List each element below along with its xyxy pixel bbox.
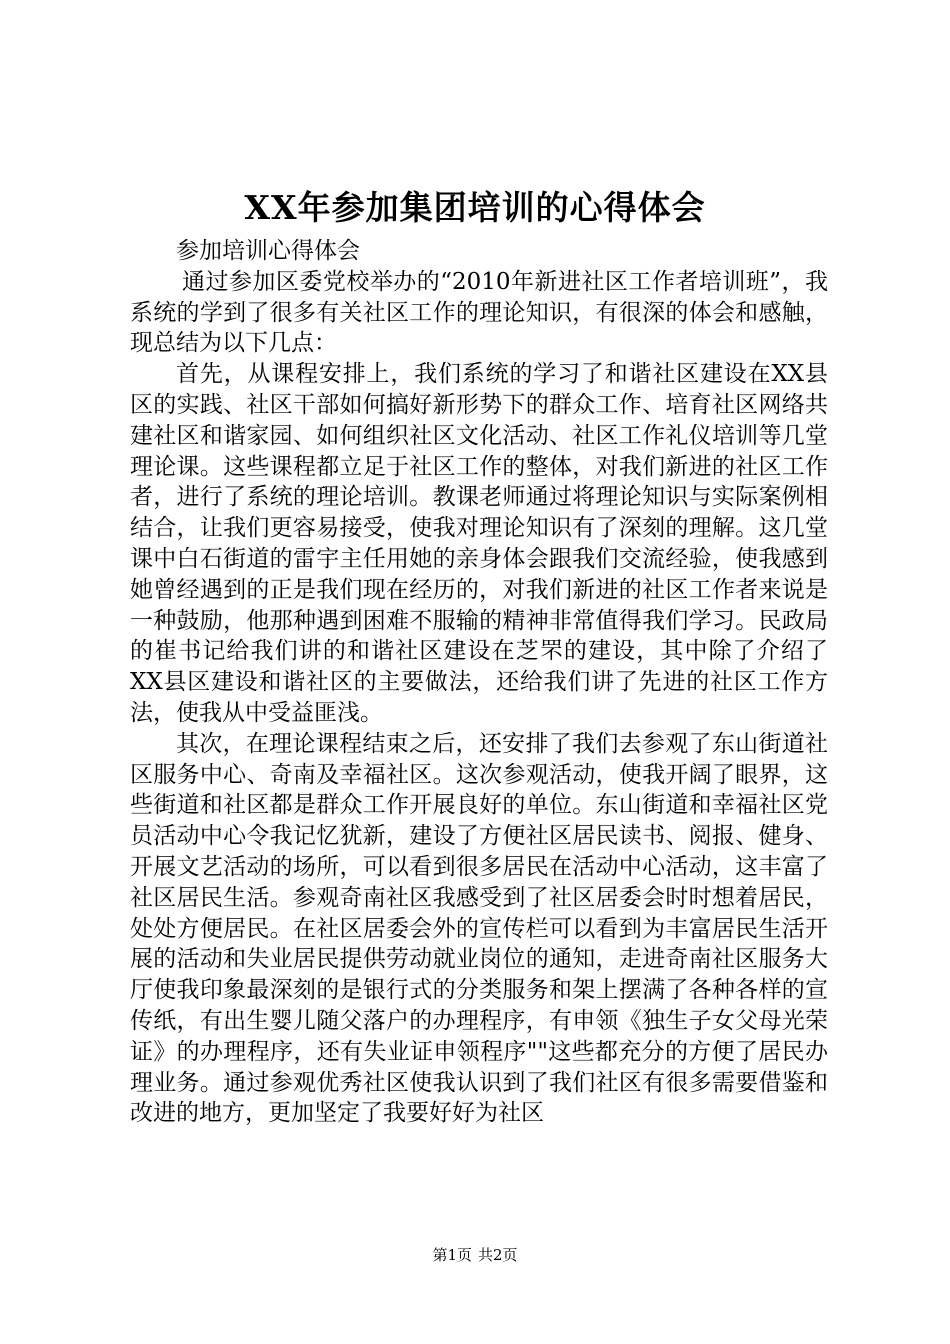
page-footer: [0, 1245, 950, 1265]
paragraph-intro: 通过参加区委党校举办的“2010年新进社区工作者培训班”，我系统的学到了很多有关社区工作的理论知识，有很深的体会和感触，现总结为以下几点：: [130, 268, 828, 357]
paragraph-first-point: 首先，从课程安排上，我们系统的学习了和谐社区建设在XX县区的实践、社区干部如何搞好新形势下的群众工作、培育社区网络共建社区和谐家园、如何组织社区文化活动、社区工作礼仪培训等几堂理论课。这些课程都立足于社区工作的整体，对我们新进的社区工作者，进行了系统的理论培训。教课老师通过将理论知识与实际案例相结合，让我们更容易接受，使我对理论知识有了深刻的理解。这几堂课中白石街道的雷宇主任用她的亲身体会跟我们交流经验，使我感到她曾经遇到的正是我们现在经历的，对我们新进的社区工作者来说是一种鼓励，他那种遇到困难不服输的精神非常值得我们学习。民政局的崔书记给我们讲的和谐社区建设在芝罘的建设，其中除了介绍了XX县区建设和谐社区的主要做法，还给我们讲了先进的社区工作方法，使我从中受益匪浅。: [130, 361, 828, 726]
page-number-current: 第1页: [432, 1246, 472, 1264]
document-subtitle: 参加培训心得体会: [176, 238, 360, 264]
document-title: XX年参加集团培训的心得体会: [244, 188, 706, 227]
document-body: [130, 236, 828, 1129]
page-number-total: 共2页: [478, 1246, 518, 1264]
paragraph-second-point: 其次，在理论课程结束之后，还安排了我们去参观了东山街道社区服务中心、奇南及幸福社区。这次参观活动，使我开阔了眼界，这些街道和社区都是群众工作开展良好的单位。东山街道和幸福社区党员活动中心令我记忆犹新，建设了方便社区居民读书、阅报、健身、开展文艺活动的场所，可以看到很多居民在活动中心活动，这丰富了社区居民生活。参观奇南社区我感受到了社区居委会时时想着居民，处处方便居民。在社区居委会外的宣传栏可以看到为丰富居民生活开展的活动和失业居民提供劳动就业岗位的通知，走进奇南社区服务大厅使我印象最深刻的是银行式的分类服务和架上摆满了各种各样的宣传纸，有出生婴儿随父落户的办理程序，有申领《独生子女父母光荣证》的办理程序，还有失业证申领程序""这些都充分的方便了居民办理业务。通过参观优秀社区使我认识到了我们社区有很多需要借鉴和改进的地方，更加坚定了我要好好为社区: [130, 730, 828, 1127]
